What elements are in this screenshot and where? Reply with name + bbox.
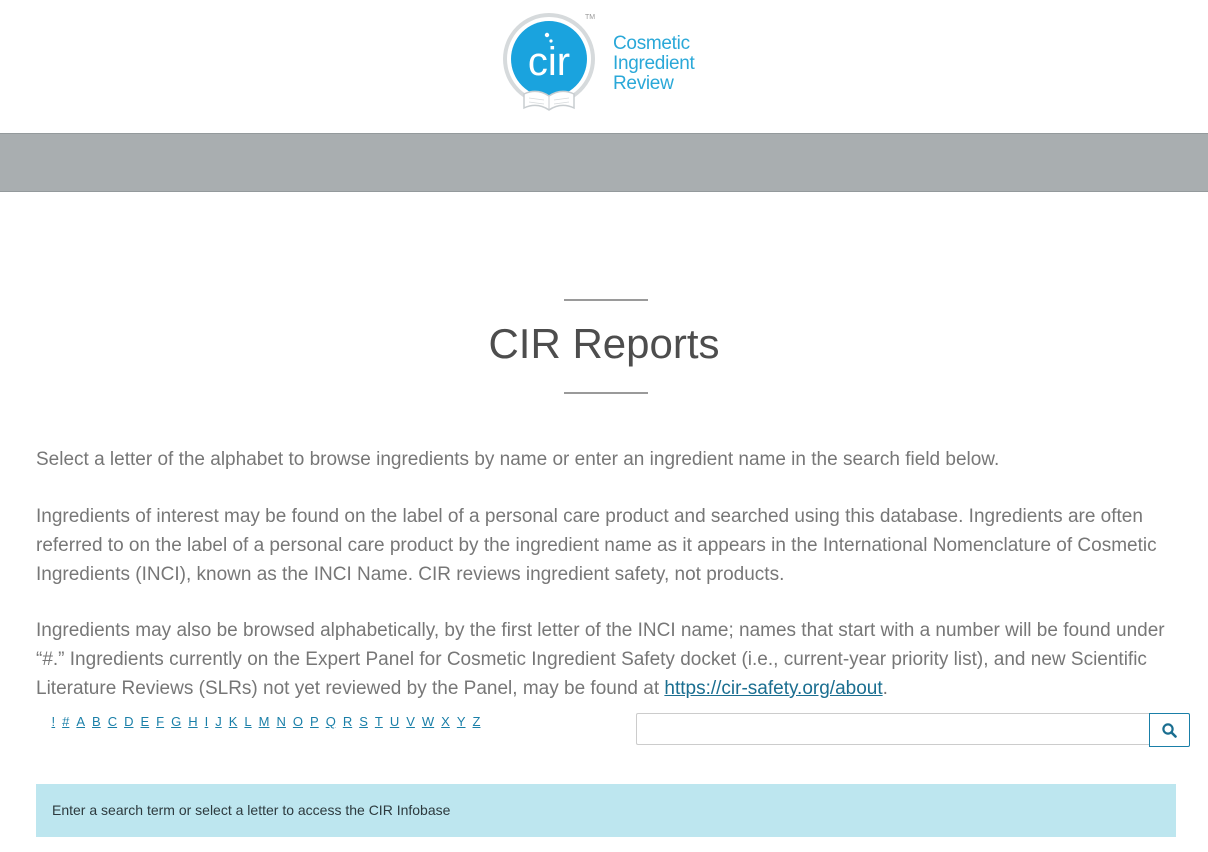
alphabet-letter-link[interactable]: ! bbox=[51, 714, 56, 729]
site-header bbox=[0, 0, 1208, 133]
alphabet-letter-link[interactable]: C bbox=[107, 714, 118, 729]
alphabet-letter-link[interactable]: X bbox=[441, 714, 450, 729]
logo-wordmark bbox=[613, 34, 695, 94]
nav-bar bbox=[0, 133, 1208, 192]
alphabet-letter-link[interactable]: O bbox=[292, 714, 304, 729]
cir-logo[interactable] bbox=[502, 12, 722, 116]
alphabet-letter-link[interactable]: L bbox=[244, 714, 252, 729]
intro-paragraph-3 bbox=[36, 616, 1176, 703]
alphabet-letter-link[interactable]: E bbox=[140, 714, 150, 729]
alphabet-letter-link[interactable]: Y bbox=[456, 714, 466, 729]
search-button[interactable] bbox=[1149, 713, 1190, 747]
alphabet-letter-link[interactable]: Q bbox=[325, 714, 336, 729]
alphabet-letter-link[interactable]: N bbox=[276, 714, 286, 729]
alphabet-letter-link[interactable]: Z bbox=[472, 714, 481, 729]
alphabet-letter-link[interactable]: A bbox=[76, 714, 86, 729]
alphabet-letter-link[interactable]: H bbox=[188, 714, 198, 729]
trademark-mark: TM bbox=[585, 14, 596, 21]
alphabet-letter-link[interactable]: V bbox=[406, 714, 415, 729]
intro-paragraph-1: Select a letter of the alphabet to browse ingredients by name or enter an ingredient name in the search field below. bbox=[36, 449, 1000, 470]
page-title: CIR Reports bbox=[488, 320, 720, 367]
alphabet-letter-link[interactable]: I bbox=[204, 714, 209, 729]
search-icon bbox=[1162, 723, 1177, 738]
intro-paragraph-3-end: . bbox=[882, 678, 888, 699]
alphabet-letter-link[interactable]: T bbox=[374, 714, 383, 729]
alphabet-letter-link[interactable]: S bbox=[359, 714, 368, 729]
alphabet-letter-link[interactable]: R bbox=[342, 714, 353, 729]
title-divider-bottom bbox=[564, 392, 648, 394]
alphabet-letter-link[interactable]: J bbox=[215, 714, 222, 729]
intro-paragraph-2: Ingredients of interest may be found on the label of a personal care product and searched using this database. Ingredients are often referred to on the label of a personal care product by the ingredient name as it appears in the International Nomenclature of Cosmetic Ingredients (INCI), known as the INCI Name. CIR reviews ingredient safety, not products. bbox=[36, 506, 1157, 585]
search-bar bbox=[636, 713, 1190, 747]
logo-line-cosmetic: Cosmetic bbox=[613, 33, 690, 54]
alphabet-letter-link[interactable]: M bbox=[258, 714, 270, 729]
alphabet-letter-link[interactable]: P bbox=[310, 714, 319, 729]
logo-line-review: Review bbox=[613, 73, 674, 94]
intro-paragraph-3-text: Ingredients may also be browsed alphabetically, by the first letter of the INCI name; names that start with a number will be found under “#.” Ingredients currently on the Expert Panel for Cosmetic Ingredient Safety docket (i.e., current-year priority list), and new Scientific Literature Reviews (SLRs) not yet reviewed by the Panel, may be found at bbox=[36, 620, 1165, 699]
alphabet-letter-link[interactable]: G bbox=[171, 714, 182, 729]
alphabet-letter-link[interactable]: D bbox=[124, 714, 134, 729]
alphabet-letter-link[interactable]: B bbox=[92, 714, 101, 729]
alphabet-letter-link[interactable]: F bbox=[156, 714, 165, 729]
alphabet-nav bbox=[48, 714, 484, 729]
logo-line-ingredient: Ingredient bbox=[613, 53, 695, 74]
search-notice: Enter a search term or select a letter to access the CIR Infobase bbox=[36, 784, 1176, 837]
alphabet-letter-link[interactable]: # bbox=[62, 714, 70, 729]
about-link[interactable]: https://cir-safety.org/about bbox=[664, 678, 883, 699]
alphabet-letter-link[interactable]: U bbox=[389, 714, 400, 729]
title-divider-top bbox=[564, 299, 648, 301]
search-input[interactable] bbox=[636, 713, 1149, 745]
alphabet-letter-link[interactable]: W bbox=[421, 714, 435, 729]
cir-logo-mark bbox=[502, 12, 606, 116]
alphabet-letter-link[interactable]: K bbox=[228, 714, 238, 729]
cir-logo-letters: cir bbox=[527, 40, 571, 84]
